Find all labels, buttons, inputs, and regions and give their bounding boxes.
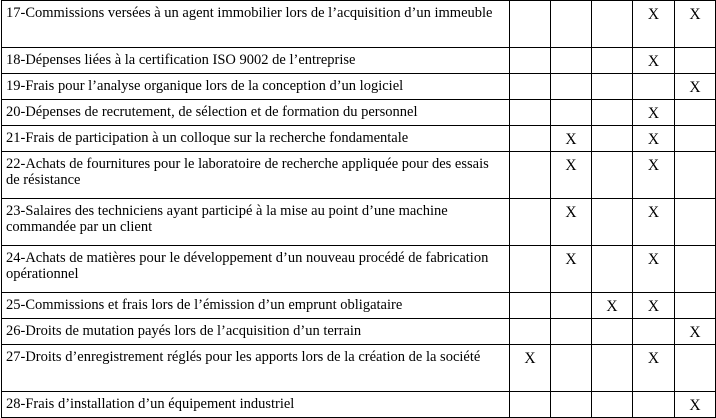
mark-cell-col-2: X: [551, 246, 592, 293]
mark-cell-col-4: X: [633, 152, 675, 199]
mark-cell-col-3: [592, 100, 633, 126]
table-row: [2, 48, 716, 74]
mark-cell-col-4: [633, 319, 675, 345]
mark-cell-col-2: [551, 293, 592, 319]
mark-cell-col-4: X: [633, 199, 675, 246]
mark-cell-col-5: X: [675, 392, 716, 418]
mark-cell-col-4: X: [633, 126, 675, 152]
table-row: [2, 1, 716, 48]
mark-cell-col-1: [510, 48, 551, 74]
row-description: 27-Droits d’enregistrement réglés pour les apports lors de la création de la société: [2, 345, 510, 392]
mark-cell-col-4: X: [633, 100, 675, 126]
row-description: 25-Commissions et frais lors de l’émission d’un emprunt obligataire: [2, 293, 510, 319]
table-row: [2, 74, 716, 100]
mark-cell-col-1: [510, 74, 551, 100]
table-row: [2, 152, 716, 199]
mark-cell-col-5: [675, 246, 716, 293]
mark-cell-col-5: [675, 126, 716, 152]
mark-cell-col-3: [592, 152, 633, 199]
table-row: [2, 319, 716, 345]
table-row: [2, 293, 716, 319]
mark-cell-col-2: X: [551, 126, 592, 152]
mark-cell-col-3: [592, 246, 633, 293]
row-description: 19-Frais pour l’analyse organique lors de la conception d’un logiciel: [2, 74, 510, 100]
mark-cell-col-3: [592, 74, 633, 100]
mark-cell-col-1: X: [510, 345, 551, 392]
mark-cell-col-3: [592, 126, 633, 152]
row-description: 20-Dépenses de recrutement, de sélection et de formation du personnel: [2, 100, 510, 126]
mark-cell-col-1: [510, 126, 551, 152]
table-row: [2, 100, 716, 126]
mark-cell-col-3: [592, 392, 633, 418]
mark-cell-col-4: X: [633, 48, 675, 74]
row-description: 21-Frais de participation à un colloque sur la recherche fondamentale: [2, 126, 510, 152]
mark-cell-col-5: [675, 199, 716, 246]
mark-cell-col-4: X: [633, 293, 675, 319]
mark-cell-col-2: [551, 1, 592, 48]
mark-cell-col-1: [510, 293, 551, 319]
row-description: 22-Achats de fournitures pour le laboratoire de recherche appliquée pour des essais de résistance: [2, 152, 510, 199]
mark-cell-col-4: X: [633, 246, 675, 293]
mark-cell-col-2: X: [551, 152, 592, 199]
mark-cell-col-5: [675, 293, 716, 319]
mark-cell-col-1: [510, 152, 551, 199]
table-row: [2, 345, 716, 392]
mark-cell-col-3: [592, 48, 633, 74]
mark-cell-col-2: [551, 48, 592, 74]
mark-cell-col-1: [510, 246, 551, 293]
table-row: [2, 199, 716, 246]
mark-cell-col-5: X: [675, 74, 716, 100]
mark-cell-col-5: [675, 345, 716, 392]
mark-cell-col-5: X: [675, 1, 716, 48]
mark-cell-col-5: [675, 100, 716, 126]
row-description: 17-Commissions versées à un agent immobilier lors de l’acquisition d’un immeuble: [2, 1, 510, 48]
mark-cell-col-4: [633, 74, 675, 100]
mark-cell-col-2: [551, 345, 592, 392]
mark-cell-col-1: [510, 392, 551, 418]
table-body: [2, 1, 716, 418]
mark-cell-col-3: [592, 345, 633, 392]
mark-cell-col-2: [551, 100, 592, 126]
row-description: 28-Frais d’installation d’un équipement industriel: [2, 392, 510, 418]
mark-cell-col-3: [592, 199, 633, 246]
row-description: 18-Dépenses liées à la certification ISO 9002 de l’entreprise: [2, 48, 510, 74]
mark-cell-col-1: [510, 199, 551, 246]
table-row: [2, 126, 716, 152]
mark-cell-col-3: [592, 319, 633, 345]
mark-cell-col-2: X: [551, 199, 592, 246]
row-description: 24-Achats de matières pour le développement d’un nouveau procédé de fabrication opérationnel: [2, 246, 510, 293]
mark-cell-col-5: [675, 48, 716, 74]
mark-cell-col-2: [551, 74, 592, 100]
mark-cell-col-4: X: [633, 1, 675, 48]
classification-table: [1, 0, 716, 418]
mark-cell-col-4: X: [633, 345, 675, 392]
mark-cell-col-4: [633, 392, 675, 418]
mark-cell-col-3: [592, 1, 633, 48]
row-description: 26-Droits de mutation payés lors de l’acquisition d’un terrain: [2, 319, 510, 345]
mark-cell-col-3: X: [592, 293, 633, 319]
row-description: 23-Salaires des techniciens ayant participé à la mise au point d’une machine commandée par un client: [2, 199, 510, 246]
table-row: [2, 246, 716, 293]
mark-cell-col-5: X: [675, 319, 716, 345]
mark-cell-col-5: [675, 152, 716, 199]
mark-cell-col-1: [510, 319, 551, 345]
mark-cell-col-1: [510, 100, 551, 126]
mark-cell-col-1: [510, 1, 551, 48]
table-row: [2, 392, 716, 418]
mark-cell-col-2: [551, 392, 592, 418]
mark-cell-col-2: [551, 319, 592, 345]
